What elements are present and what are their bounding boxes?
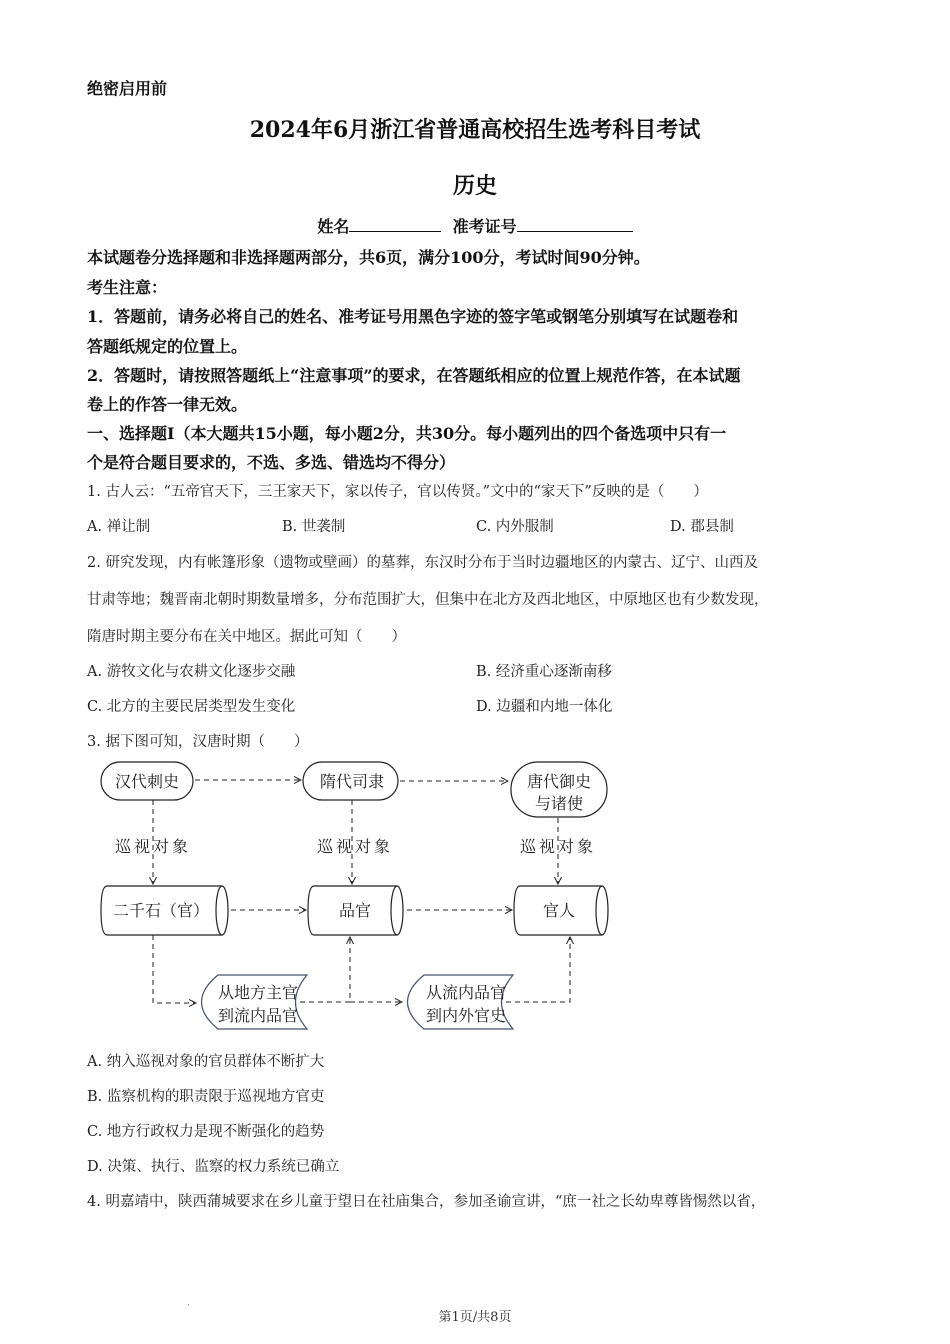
- question-3-option-a: A. 纳入巡视对象的官员群体不断扩大: [87, 1054, 325, 1070]
- question-1-stem: 1. 古人云：“五帝官天下，三王家天下，家以传子，官以传贤。”文中的“家天下”反映的是（ ）: [87, 484, 708, 500]
- question-2-stem-line-2: 甘肃等地；魏晋南北朝时期数量增多，分布范围扩大，但集中在北方及西北地区，中原地区也有少数发现，: [87, 592, 769, 608]
- node-tang-yushi-label-1: 唐代御史: [526, 772, 592, 791]
- notice-item-2-line-1: 2．答题时，请按照答题纸上“注意事项”的要求，在答题纸相应的位置上规范作答，在本试题: [87, 366, 741, 385]
- question-4-stem-line-1: 4. 明嘉靖中，陕西蒲城要求在乡儿童于望日在社庙集合，参加圣谕宣讲，“庶一社之长幼卑尊皆惕然以省，: [87, 1194, 766, 1210]
- notice-item-1-line-1: 1．答题前，请务必将自己的姓名、准考证号用黑色字迹的签字笔或钢笔分别填写在试题卷和: [87, 307, 739, 326]
- question-1-option-d: D. 郡县制: [670, 519, 734, 535]
- stray-dot: [188, 1304, 189, 1305]
- node-rank-to-inner-outer-label-1: 从流内品官: [425, 983, 507, 1002]
- notice-title: 考生注意：: [87, 278, 168, 297]
- node-local-to-rank-label-2: 到流内品官: [217, 1006, 299, 1025]
- exam-title: 2024年6月浙江省普通高校招生选考科目考试: [249, 117, 701, 143]
- question-1-option-c: C. 内外服制: [476, 519, 554, 535]
- edge-label-2: 巡视对象: [316, 837, 394, 856]
- question-3-option-b: B. 监察机构的职责限于巡视地方官吏: [87, 1089, 325, 1105]
- notice-item-2-line-2: 卷上的作答一律无效。: [87, 395, 248, 414]
- exam-id-label: 准考证号: [452, 217, 517, 236]
- section-heading-line-2: 个是符合题目要求的，不选、多选、错选均不得分）: [87, 453, 456, 472]
- question-2-option-a: A. 游牧文化与农耕文化逐步交融: [87, 664, 296, 680]
- node-han-cishi-label: 汉代刺史: [114, 772, 180, 791]
- node-local-to-rank-label-1: 从地方主官: [217, 983, 299, 1002]
- notice-item-1-line-2: 答题纸规定的位置上。: [87, 337, 248, 356]
- node-tang-yushi-label-2: 与诸使: [534, 794, 584, 813]
- exam-intro: 本试题卷分选择题和非选择题两部分，共6页，满分100分，考试时间90分钟。: [87, 248, 650, 267]
- question-1-option-a: A. 禅让制: [87, 519, 151, 535]
- question-1-option-b: B. 世袭制: [282, 519, 346, 535]
- question-2-option-d: D. 边疆和内地一体化: [476, 699, 613, 715]
- node-pinguan-label: 品官: [338, 901, 372, 920]
- node-sui-sili-label: 隋代司隶: [319, 772, 385, 791]
- node-rank-to-inner-outer-label-2: 到内外官史: [425, 1006, 507, 1025]
- question-2-stem-line-3: 隋唐时期主要分布在关中地区。据此可知（ ）: [87, 629, 406, 645]
- confidential-label: 绝密启用前: [87, 79, 168, 98]
- edge-label-3: 巡视对象: [519, 837, 597, 856]
- page-footer: 第1页/共8页: [438, 1310, 512, 1325]
- question-3-stem: 3. 据下图可知，汉唐时期（ ）: [87, 734, 309, 750]
- question-3-option-c: C. 地方行政权力是现不断强化的趋势: [87, 1124, 325, 1140]
- edge-label-1: 巡视对象: [114, 837, 192, 856]
- question-2-option-c: C. 北方的主要民居类型发生变化: [87, 699, 296, 715]
- question-2-stem-line-1: 2. 研究发现，内有帐篷形象（遗物或壁画）的墓葬，东汉时分布于当时边疆地区的内蒙古、辽宁、山西及: [87, 555, 758, 571]
- node-guanren-label: 官人: [542, 901, 576, 920]
- question-2-option-b: B. 经济重心逐渐南移: [476, 664, 612, 680]
- node-erqianshi-label: 二千石（官）: [112, 901, 210, 920]
- section-heading-line-1: 一、选择题Ⅰ（本大题共15小题，每小题2分，共30分。每小题列出的四个备选项中只有一: [87, 424, 727, 443]
- subject-title: 历史: [452, 173, 497, 199]
- name-label: 姓名: [317, 217, 350, 236]
- question-3-option-d: D. 决策、执行、监察的权力系统已确立: [87, 1159, 340, 1175]
